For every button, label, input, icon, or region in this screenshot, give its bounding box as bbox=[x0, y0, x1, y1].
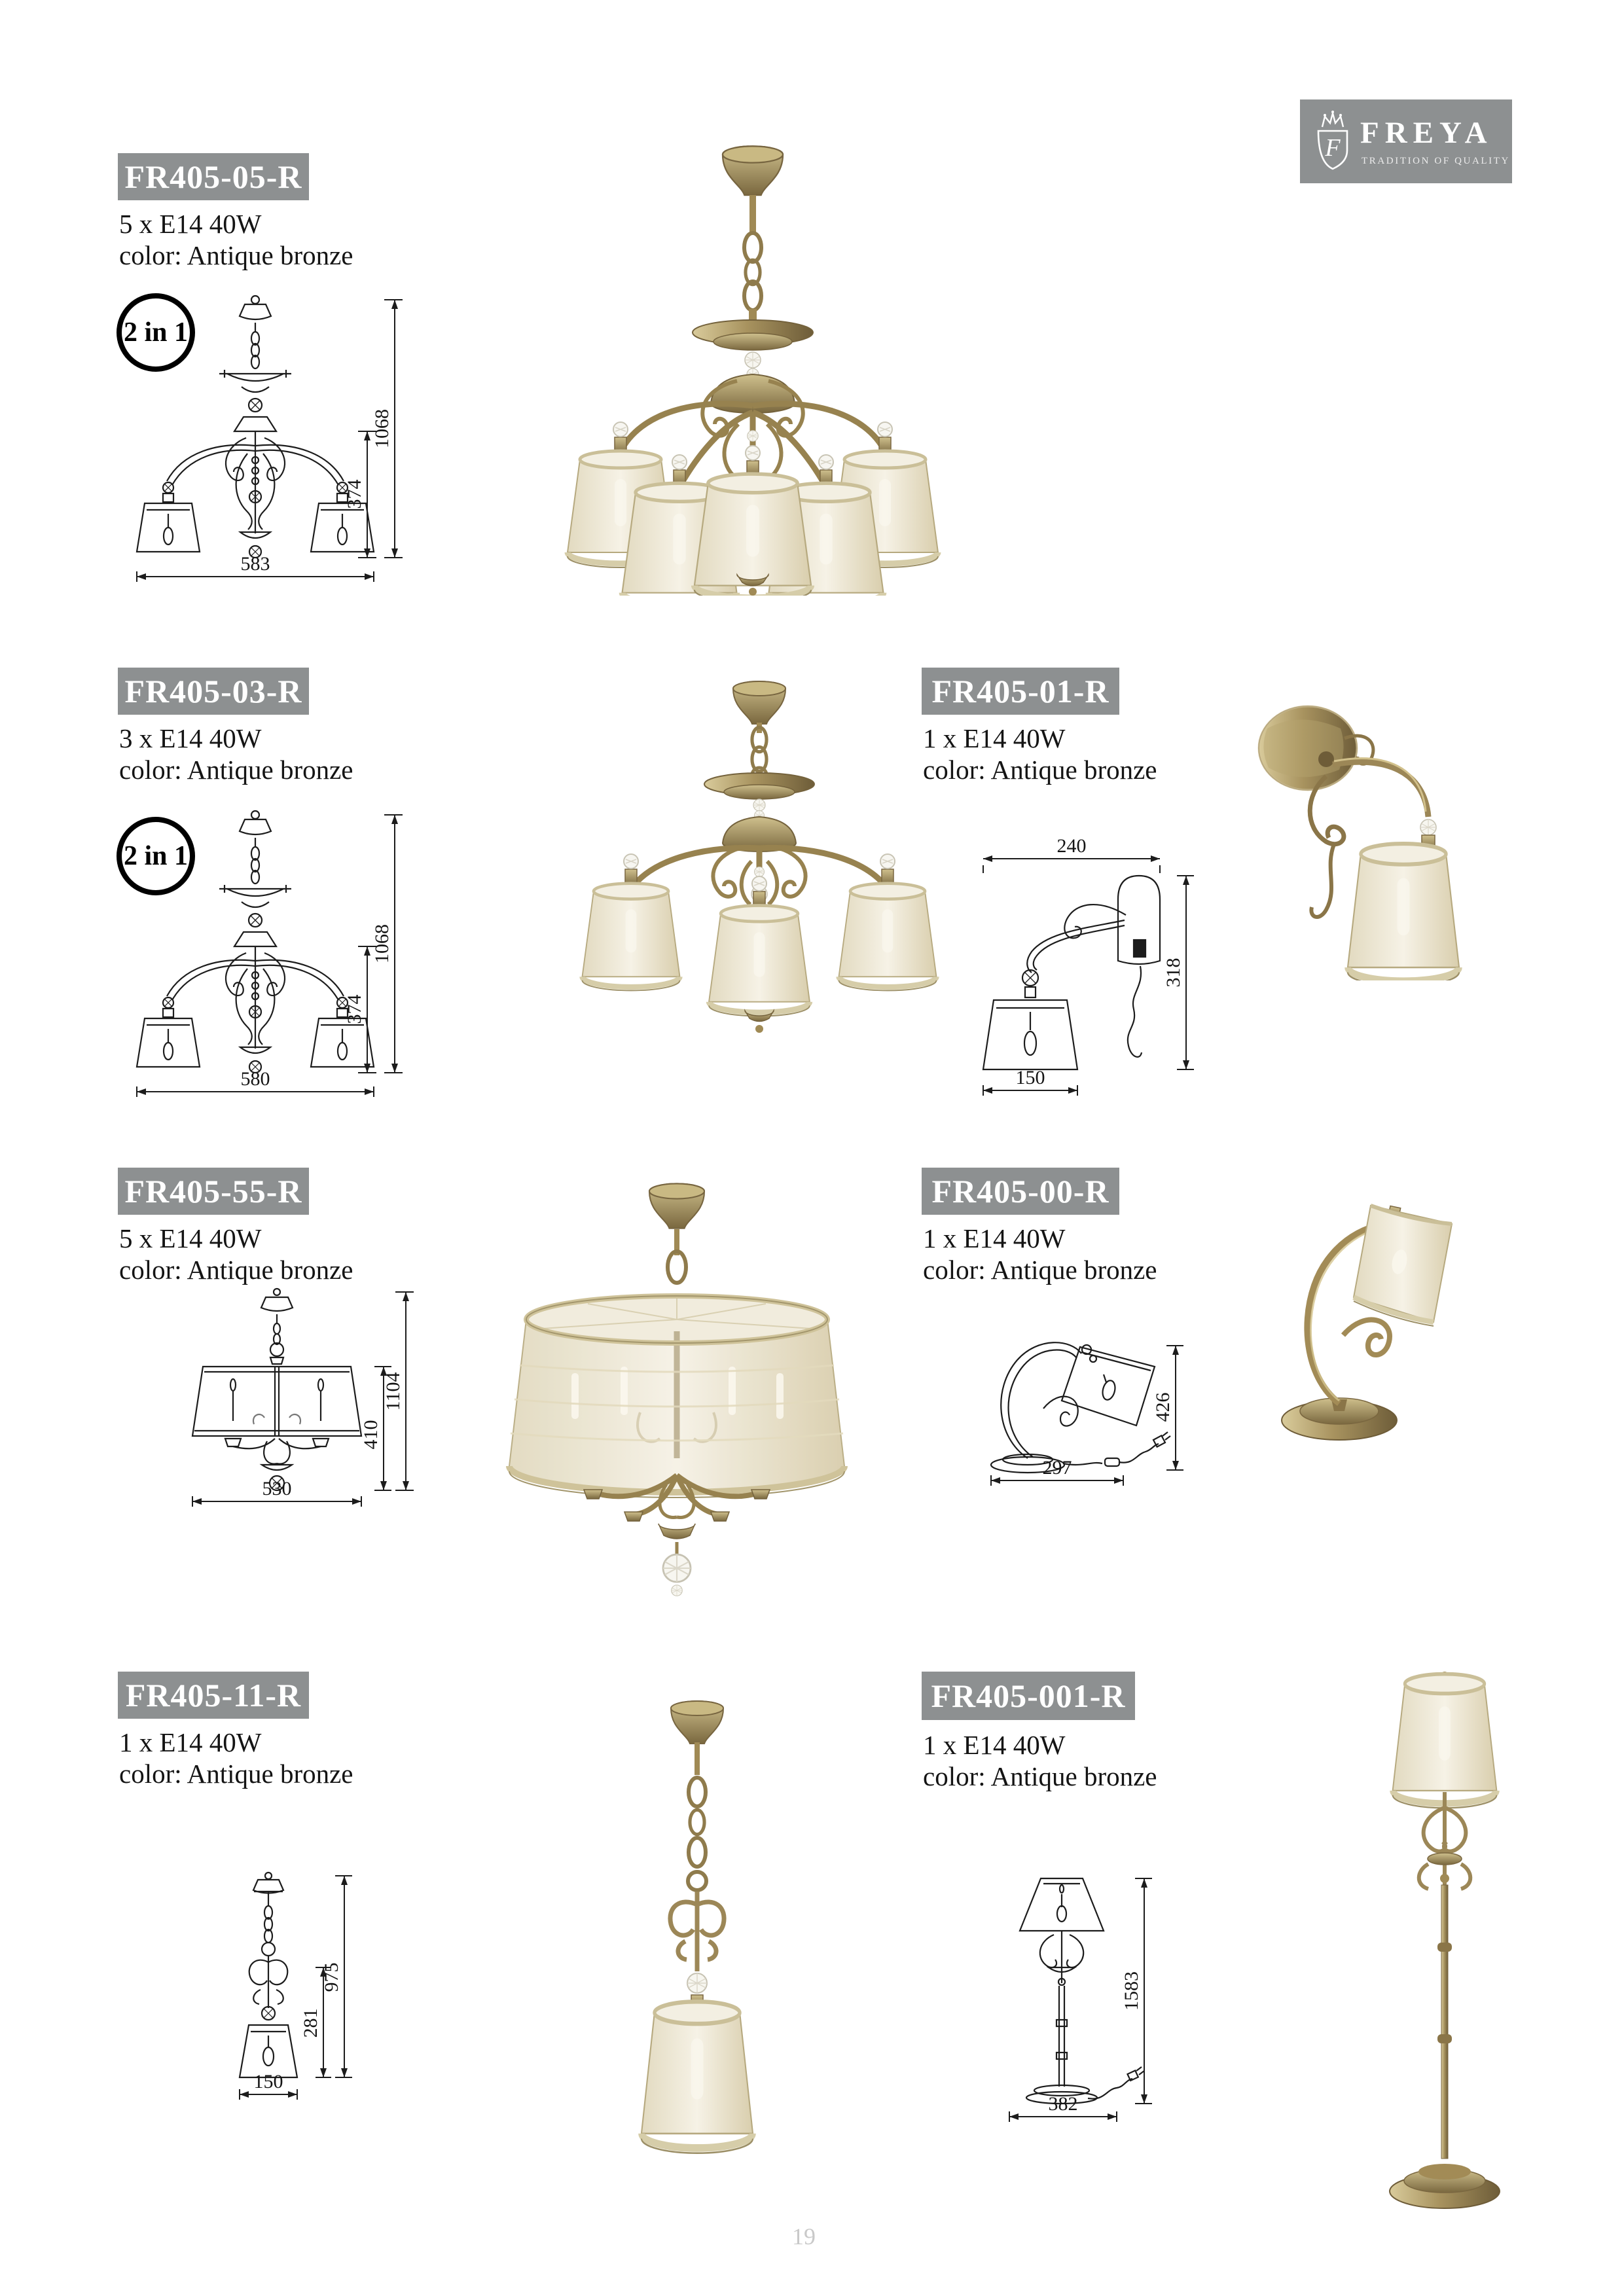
product-photo-floor-lamp bbox=[1304, 1668, 1592, 2236]
product-photo-wall-sconce bbox=[1228, 699, 1477, 980]
freya-crest-icon bbox=[1312, 110, 1354, 173]
spec-lamps: 1 x E14 40W bbox=[923, 1730, 1066, 1760]
tech-drawing-floor-lamp bbox=[983, 1871, 1160, 2123]
spec-lamps: 3 x E14 40W bbox=[119, 723, 262, 753]
product-specs bbox=[923, 723, 1157, 785]
product-code-badge: FR405-01-R bbox=[922, 668, 1119, 715]
dim-label-width: 150 bbox=[253, 2071, 283, 2092]
product-specs bbox=[119, 723, 353, 785]
dim-label-width: 583 bbox=[240, 553, 270, 575]
page-number: 19 bbox=[792, 2223, 816, 2250]
tech-drawing-pendant bbox=[216, 1869, 367, 2105]
tech-drawing-wall-sconce bbox=[969, 836, 1204, 1098]
dim-label-width: 382 bbox=[1048, 2093, 1078, 2115]
spec-color: color: Antique bronze bbox=[119, 1255, 353, 1285]
spec-lamps: 5 x E14 40W bbox=[119, 1223, 262, 1253]
product-code-badge: FR405-001-R bbox=[922, 1672, 1135, 1720]
product-code-badge: FR405-00-R bbox=[922, 1168, 1119, 1215]
dim-label-body: 374 bbox=[344, 479, 365, 509]
dim-label-height: 975 bbox=[321, 1962, 342, 1992]
two-in-one-badge: 2 in 1 bbox=[117, 817, 195, 895]
dim-label-body: 410 bbox=[360, 1420, 382, 1450]
product-specs bbox=[923, 1729, 1157, 1792]
product-code-badge: FR405-03-R bbox=[118, 668, 309, 715]
dim-label-body: 281 bbox=[300, 2008, 321, 2038]
spec-color: color: Antique bronze bbox=[923, 1761, 1157, 1791]
dim-label-width: 297 bbox=[1042, 1457, 1072, 1479]
brand-logo bbox=[1300, 99, 1512, 183]
dim-label-height: 1104 bbox=[382, 1372, 404, 1411]
product-code-badge: FR405-05-R bbox=[118, 153, 309, 200]
dim-label-body: 374 bbox=[344, 994, 365, 1024]
product-specs bbox=[119, 208, 353, 271]
dim-label-height: 426 bbox=[1152, 1392, 1174, 1422]
two-in-one-badge: 2 in 1 bbox=[117, 293, 195, 372]
dim-label-height: 318 bbox=[1163, 958, 1184, 988]
product-photo-chandelier-3 bbox=[555, 678, 964, 1079]
tech-drawing-chandelier-5 bbox=[128, 291, 416, 599]
product-code-badge: FR405-55-R bbox=[118, 1168, 309, 1215]
dim-label-depth: 240 bbox=[1056, 836, 1087, 857]
product-photo-table-lamp bbox=[1254, 1164, 1483, 1445]
spec-lamps: 5 x E14 40W bbox=[119, 209, 262, 239]
dim-label-width: 150 bbox=[1015, 1067, 1045, 1088]
spec-lamps: 1 x E14 40W bbox=[923, 723, 1066, 753]
tech-drawing-chandelier-3 bbox=[128, 806, 416, 1114]
dim-label-height: 1583 bbox=[1121, 1971, 1142, 2011]
product-photo-drum-chandelier bbox=[477, 1177, 877, 1602]
spec-color: color: Antique bronze bbox=[119, 240, 353, 270]
brand-tagline: TRADITION OF QUALITY bbox=[1362, 156, 1510, 166]
dim-label-width: 530 bbox=[262, 1478, 292, 1499]
product-code-badge: FR405-11-R bbox=[118, 1672, 309, 1719]
product-specs bbox=[923, 1223, 1157, 1285]
spec-color: color: Antique bronze bbox=[119, 755, 353, 785]
product-photo-chandelier-5 bbox=[542, 117, 964, 596]
brand-name: FREYA bbox=[1360, 116, 1493, 150]
dim-label-width: 580 bbox=[240, 1068, 270, 1090]
spec-color: color: Antique bronze bbox=[923, 1255, 1157, 1285]
dim-label-height: 1068 bbox=[371, 924, 393, 963]
spec-lamps: 1 x E14 40W bbox=[923, 1223, 1066, 1253]
svg-text:F: F bbox=[1325, 134, 1341, 162]
tech-drawing-drum-chandelier bbox=[162, 1287, 424, 1509]
spec-color: color: Antique bronze bbox=[119, 1759, 353, 1789]
tech-drawing-table-lamp bbox=[967, 1309, 1190, 1486]
product-specs bbox=[119, 1223, 353, 1285]
spec-lamps: 1 x E14 40W bbox=[119, 1727, 262, 1757]
product-photo-pendant bbox=[612, 1696, 782, 2187]
product-specs bbox=[119, 1727, 353, 1789]
spec-color: color: Antique bronze bbox=[923, 755, 1157, 785]
dim-label-height: 1068 bbox=[371, 409, 393, 448]
